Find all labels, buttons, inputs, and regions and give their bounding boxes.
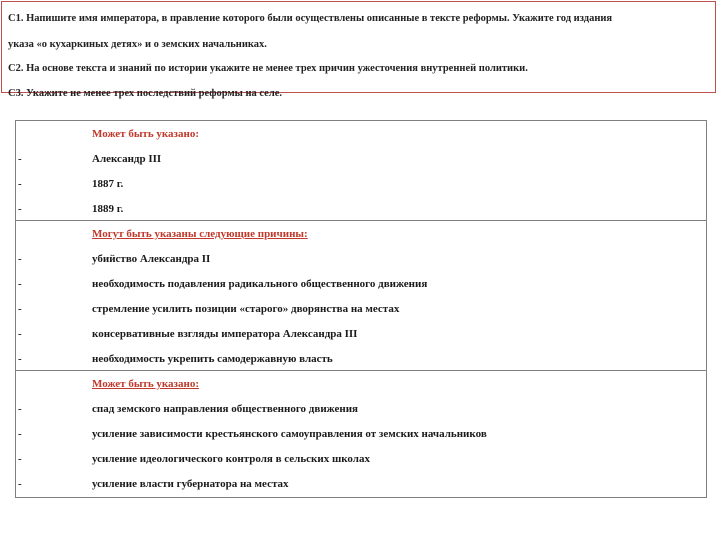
group3-item-row [16, 421, 706, 446]
group3-item: усиление власти губернатора на местах [92, 478, 289, 490]
dash-marker: - [18, 403, 22, 415]
group1-item: Александр III [92, 153, 162, 165]
question-c2: С2. На основе текста и знаний по истории укажите не менее трех причин ужесточения внутренней политики. [8, 63, 528, 74]
group1-item: 1889 г. [92, 203, 124, 215]
dash-marker: - [18, 353, 22, 365]
questions-box [1, 1, 716, 99]
question-c1-line2: указа «о кухаркиных детях» и о земских начальниках. [8, 38, 267, 50]
group1-item: 1887 г. [92, 178, 124, 190]
dash-marker: - [18, 253, 22, 265]
dash-marker: - [18, 428, 22, 440]
group3-item-row [16, 471, 706, 496]
group1-header-row [16, 121, 706, 146]
group3-item: усиление идеологического контроля в сельских школах [92, 453, 370, 465]
answers-table [15, 120, 707, 498]
group3-header: Может быть указано: [92, 378, 199, 390]
dash-marker: - [18, 303, 22, 315]
group1-item-row [16, 196, 706, 221]
group2-item-row [16, 296, 706, 321]
dash-marker: - [18, 278, 22, 290]
group1-item-row [16, 171, 706, 196]
group3-item-row [16, 446, 706, 471]
group3-item: спад земского направления общественного движения [92, 403, 358, 415]
group2-item: стремление усилить позиции «старого» дворянства на местах [92, 303, 400, 315]
question-c1-line1: С1. Напишите имя императора, в правление которого были осуществлены описанные в тексте реформы. Укажите год издания [8, 13, 613, 24]
dash-marker: - [18, 153, 22, 165]
group2-item-row [16, 271, 706, 296]
group2-item-row [16, 346, 706, 371]
group3-item-row [16, 396, 706, 421]
dash-marker: - [18, 478, 22, 490]
group2-header-row [16, 221, 706, 246]
group2-item-row [16, 321, 706, 346]
group3-item: усиление зависимости крестьянского самоуправления от земских начальников [92, 428, 487, 440]
question-c3: С3. Укажите не менее трех последствий реформы на селе. [8, 87, 283, 99]
group2-item: необходимость подавления радикального общественного движения [92, 278, 428, 290]
dash-marker: - [18, 453, 22, 465]
group2-item-row [16, 246, 706, 271]
group1-header: Может быть указано: [92, 128, 199, 140]
group2-header: Могут быть указаны следующие причины: [92, 228, 308, 240]
group2-item: необходимость укрепить самодержавную власть [92, 353, 333, 365]
dash-marker: - [18, 203, 22, 215]
group2-item: консервативные взгляды императора Александра III [92, 328, 358, 340]
dash-marker: - [18, 178, 22, 190]
group3-header-row [16, 371, 706, 396]
group2-item: убийство Александра II [92, 253, 211, 265]
dash-marker: - [18, 328, 22, 340]
group1-item-row [16, 146, 706, 171]
